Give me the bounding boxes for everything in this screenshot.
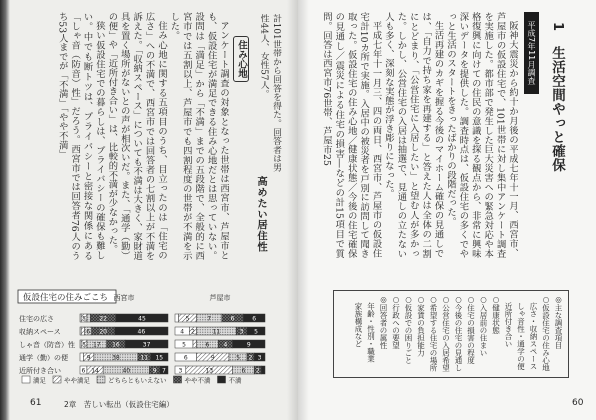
paragraph: 生活再建のカギを握る今後のマイホーム確保の見通しでは、「自力で持ち家を再建する」と答えた人は全体の二割にとどまり、「公営住宅に入居したい」と望む人が多かった。しかし、公営住宅の入居は抽選で、見通しの立たない人も多く、深刻な実態が浮き彫りになった。 [382, 12, 444, 258]
page-number: 61 [30, 398, 42, 408]
box-line: 近所付き合い [504, 295, 513, 348]
data-label: 6 [183, 354, 188, 362]
panel-label: 芦屋市 [209, 294, 231, 302]
data-label: 9 [210, 354, 215, 362]
row-label: 通学（勤）の便 [19, 354, 68, 362]
data-label: 11 [212, 328, 221, 336]
box-line: 家族構成など [354, 295, 363, 348]
data-label: 17 [92, 341, 101, 349]
data-label: 3 [178, 367, 183, 375]
section-title: 生活空間やっと確保 [549, 46, 565, 172]
legend-label: やや不満 [184, 376, 211, 385]
paragraph: アンケート調査の対象となった世帯は西宮市、芦屋市とも、仮設住宅が満足できる住み心地だとは思っていない。設問は「満足」から「不満」までの五段階で、全般的に西宮市では五割以上、芦屋市でも四割程度の世帯が不満を示した。 [168, 12, 229, 260]
section-heading-box: 住み心地 [233, 36, 249, 82]
data-label: 45 [138, 315, 146, 323]
gutter-shadow [287, 0, 309, 420]
data-label: 9 [246, 341, 251, 349]
bar-segment [87, 314, 90, 322]
survey-date-banner: 平成7年11月調査 [524, 12, 539, 94]
data-label: 3 [239, 328, 244, 336]
data-label: 14 [91, 367, 99, 375]
paragraph: 狭い仮設住宅での暮らしは、プライバシーの確保も難しい。中でも断トツは、プライバシーと密接な関係にある「しゃ音（防音）性」だろう。西宮市では回答者76人のうち53人までが「不満」「やや不満」 [56, 12, 105, 260]
box-line: ○行政への要望 [391, 295, 401, 349]
box-line: ○入居前の住まい [479, 295, 488, 357]
box-line: ○希望する住宅の場所 [429, 295, 438, 372]
data-label: 3 [257, 354, 262, 362]
data-label: 9 [152, 367, 157, 375]
data-label: 5 [82, 341, 86, 349]
data-label: 6 [86, 328, 91, 336]
data-label: 4 [180, 328, 185, 336]
data-label: 6 [81, 367, 86, 375]
data-label: 4 [223, 341, 228, 349]
legend-swatch [53, 376, 61, 383]
data-label: 6 [241, 367, 246, 375]
legend-label: やや満足 [64, 376, 90, 385]
box-line: ○家賃の負担能力 [416, 295, 426, 357]
data-label: 9 [86, 354, 91, 362]
lead-text: 計101世帯から回答を得た。回答者は男性44人、女性57人。 [258, 14, 281, 172]
box-line: ○住宅の損害の程度 [466, 295, 476, 364]
livability-chart [14, 286, 280, 392]
box-line: 広さ・収納スペース [529, 295, 538, 370]
right-body-text [306, 12, 518, 258]
data-label: 5 [182, 341, 186, 349]
paragraph: 住み心地に関する五項目のうち、目立ったのは「住宅の広さ」への不満で、西宮市では回答者の七割以上が不満を訴えた。「収納スペース」についても不満は大きく、家財道具を置く場所がないとの声が相次いだ。また、「通学（勤）の便」や「近所付き合い」は、比較的不満が少なかった。 [106, 12, 167, 260]
legend-label: 満足 [33, 376, 46, 385]
data-label: 11 [140, 354, 149, 362]
box-line: ○仮設住宅の住み心地 [541, 295, 551, 372]
paragraph: 阪神大震災から約十か月後の平成七年十一月、西宮市、芦屋市の仮設住宅で、101世帯に対し集中アンケート調査を実施した。都市部で発生した巨大災害への緊急対応や本格復興に向けての住民の意識を探る観点から、非常に興味深いデータを提供した。調査時点は、仮設住宅の多くでやっと生活のスタートをきったばかりの段階だった。 [444, 12, 518, 258]
data-label: 6 [230, 315, 235, 323]
page-number: 60 [572, 398, 584, 408]
panel-label: 西宮市 [113, 294, 135, 302]
data-label: 16 [112, 341, 120, 349]
bar-segment [261, 366, 265, 374]
data-label: 13 [205, 367, 214, 375]
bar-segment [193, 340, 197, 348]
survey-items-box [333, 290, 569, 378]
data-label: 5 [82, 315, 86, 323]
row-label: 収納スペース [19, 328, 61, 336]
page-60 [298, 0, 596, 420]
data-label: 5 [185, 315, 190, 323]
box-line: ○健康状態 [491, 295, 501, 334]
data-label: 2 [248, 354, 253, 362]
bar-segment [175, 314, 179, 322]
legend-swatch [174, 376, 182, 383]
data-label: 38 [112, 354, 120, 362]
scan-edge-shadow [0, 0, 10, 420]
box-line: しゃ音性・通学の便 [516, 295, 526, 370]
legend-swatch [97, 376, 105, 383]
box-line: ○仮設での困りごと [404, 295, 413, 364]
data-label: 40 [122, 367, 131, 375]
section-subheading: 高めたい居住性 [255, 176, 267, 253]
bar-segment [81, 327, 84, 335]
row-label: 近所付き合い [19, 367, 61, 375]
data-label: 20 [99, 328, 107, 336]
legend-swatch [218, 376, 226, 383]
data-label: 6 [252, 315, 257, 323]
bar-segment [80, 353, 83, 361]
box-line: ○今後の住宅の見通し [454, 295, 463, 372]
data-label: 46 [137, 328, 146, 336]
legend-label: 不満 [228, 376, 242, 385]
data-label: 7 [162, 367, 166, 375]
legend-label: どちらともいえない [108, 376, 167, 385]
data-label: 2 [191, 328, 195, 336]
data-label: 5 [236, 354, 240, 362]
box-line: ○公営住宅の入居希望 [441, 295, 451, 372]
paragraph: 平成七年十一月三、四の両日、西宮市、芦屋市の仮設住宅計10カ所で実施。入居中の被災者を戸別に訪問して聞き取った。仮設住宅の住み心地／健康状態／今後の住宅確保の見通し／震災による住宅の損害―などの計15項目で質問。回答は西宮市76世帯、芦屋市25 [320, 12, 382, 258]
section-number: 1 [550, 22, 565, 32]
data-label: 15 [155, 354, 164, 362]
box-line: 年齢・性別・職業 [366, 295, 376, 363]
legend-swatch [22, 376, 30, 383]
box-line: ◎回答者の属性 [379, 295, 388, 349]
box-line: ◎主な調査項目 [554, 295, 563, 349]
chart-title: 仮設住宅の住みごこち [23, 292, 109, 303]
row-label: 住宅の広さ [19, 315, 54, 323]
running-footer: 2章 苦しい転出（仮設住宅編） [64, 400, 174, 409]
data-label: 22 [99, 315, 107, 323]
data-label: 5 [254, 328, 258, 336]
data-label: 2 [255, 367, 260, 375]
data-label: 6 [205, 341, 210, 349]
left-body-text [24, 12, 229, 260]
data-label: 7 [207, 315, 212, 323]
row-label: しゃ音（防音）性 [19, 341, 75, 349]
data-label: 37 [142, 341, 151, 349]
